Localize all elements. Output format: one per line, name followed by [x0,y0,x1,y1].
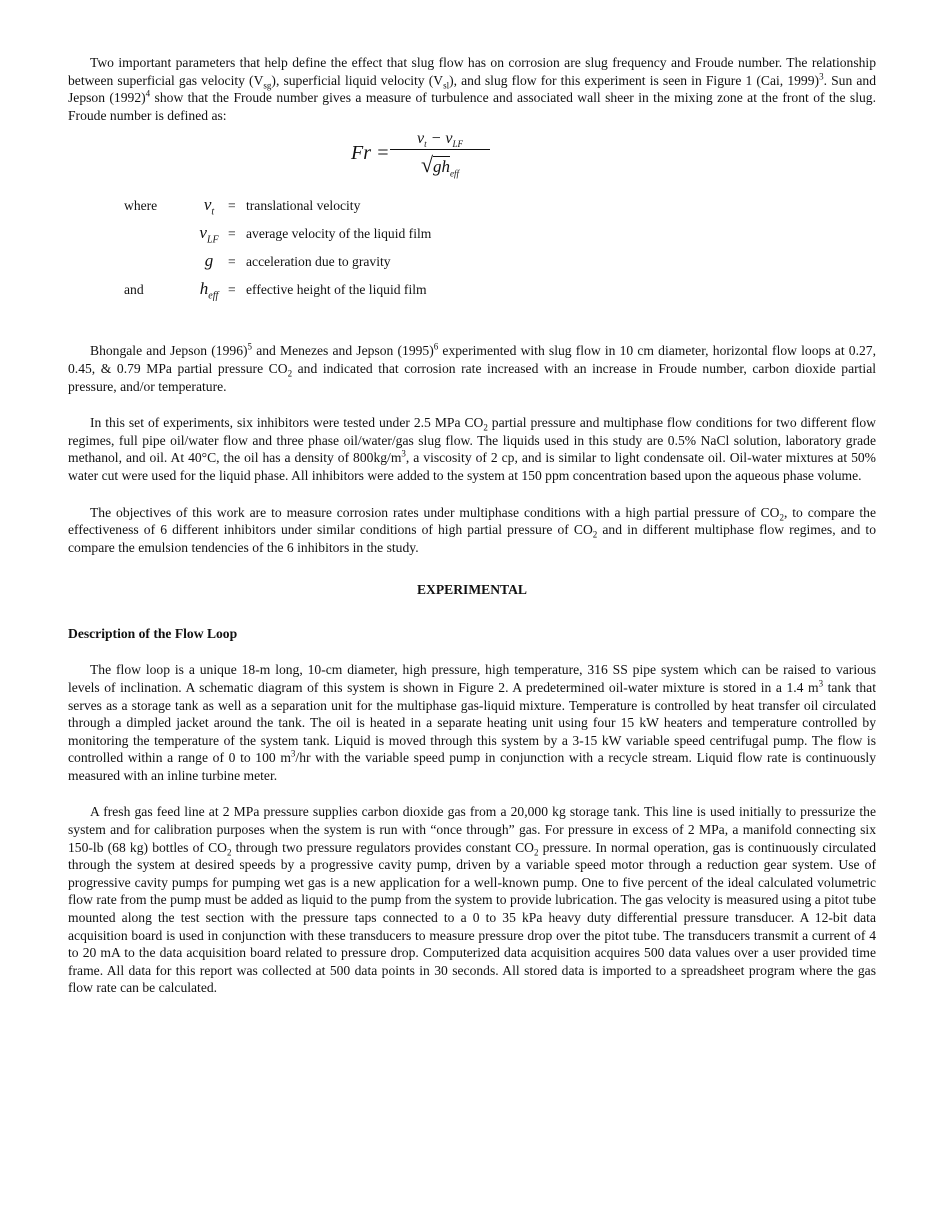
section-heading-experimental: EXPERIMENTAL [416,582,528,598]
paragraph-experiment-set: In this set of experiments, six inhibitors were tested under 2.5 MPa $CO_2$ partial pressure and multiphase flow conditions for two different flow regimes, full pipe oil/water flow and three phase oil/water/gas slug flow. The liquids used in this study are 0.5% NaCl solution, laboratory grade methanol, and oil. At 40°C, the oil has a density of $800kg/m^3$, a viscosity of 2 cp, and is similar to light condensate oil. Oil-water mixtures at 50% water cut were used for the liquid phase. All inhibitors were added to the system at 150 ppm concentration based upon the aqueous phase volume. [68,415,876,483]
subsection-heading-flow-loop: Description of the Flow Loop [68,626,238,642]
definition-row: g = acceleration due to gravity [68,252,876,274]
paragraph-objectives: The objectives of this work are to measure corrosion rates under multiphase conditions with a high partial pressure of $CO_2$, to compare the effectiveness of 6 different inhibitors under similar conditions of high partial pressure of $CO_2$ and in different multiphase flow regimes, and to compare the emulsion tendencies of the 6 inhibitors in the study. [68,504,876,555]
variable-symbol: $v_t$ [203,195,215,218]
paragraph-gas-feed: A fresh gas feed line at 2 MPa pressure supplies carbon dioxide gas from a 20,000 kg storage tank. This line is used initially to pressurize the system and for calibration purposes when the system is run with “once through” gas. For pressure in excess of 2 MPa, a manifold connecting six 150-lb (68 kg) bottles of $CO_2$ through two pressure regulators provides constant $CO_2$ pressure. In normal operation, gas is continuously circulated through the system at desired speeds by a progressive cavity pump, driven by a variable speed motor through a reduction gear system. Use of progressive cavity pumps for pumping wet gas is a new application for a well-known pump. One to five percent of the ideal calculated volumetric flow rate from the pump must be added as liquid to the pump from the system to provide lubrication. The gas velocity is measured using a pitot tube mounted along the test section with the pressure taps connected to a 0 to 35 kPa heavy duty differential pressure transducer. A 12-bit data acquisition board is used in conjunction with these transducers to measure pressure drop over the pitot tube. The transducers transmit a current of 4 to 20 mA to the data acquisition board related to pressure drop. Computerized data acquisition acquires 500 data values over a user provided time frame. All data for this report was collected at 500 data points in 30 seconds. All stored data is imported to a spreadsheet program where the gas flow rate can be calculated. [68,804,876,996]
document-page [68,54,876,997]
variable-definitions [68,196,876,306]
variable-symbol: g [204,251,214,271]
equation-lhs: Fr = [351,142,390,165]
equation-numerator: $v_t - v_{LF}$ [416,130,464,150]
definition-row: and $h_{eff}$ = effective height of the liquid film [124,279,427,302]
fraction-bar [390,149,490,150]
definition-row: $v_{LF}$ = average velocity of the liquid film [68,224,876,246]
variable-symbol: $v_{LF}$ [199,223,219,246]
paragraph-prior-work: Bhongale and Jepson $(1996)^5$ and Menezes and Jepson $(1995)^6$ experimented with slug flow in 10 cm diameter, horizontal flow loops at 0.27, 0.45, & 0.79 MPa partial pressure $CO_2$ and indicated that corrosion rate increased with an increase in Froude number, carbon dioxide partial pressure, and/or temperature. [68,341,876,394]
variable-symbol: $h_{eff}$ [199,279,219,302]
equation-denominator: $√gh_{eff}$ [420,152,460,179]
paragraph-flow-loop: The flow loop is a unique 18-m long, 10-cm diameter, high pressure, high temperature, 316 SS pipe system which can be raised to various levels of inclination. A schematic diagram of this system is shown in Figure 2. A predetermined oil-water mixture is stored in a 1.4 $m^3$ tank that serves as a storage tank as well as a separation unit for the multiphase gas-liquid mixture. Temperature is controlled by heat transfer oil circulated through a dimpled jacket around the tank. The oil is heated in a separate heating unit using four 15 kW heaters and temperature controlled by monitoring the temperature of the system tank. Liquid is moved through this system by a 3-15 kW variable speed centrifugal pump. The flow is controlled within a range of 0 to 100 $m^3/hr$ with the variable speed pump in conjunction with a recycle stream. Liquid flow rate is continuously measured with an inline turbine meter. [68,662,876,783]
equation-fraction [390,130,490,178]
paragraph-froude-intro: Two important parameters that help define the effect that slug flow has on corrosion are slug frequency and Froude number. The relationship between superficial gas velocity $(V_{sg})$, superficial liquid velocity $(V_{sl})$, and slug flow for this experiment is seen in Figure 1 (Cai, 1999)$^3$. Sun and Jepson $(1992)^4$ show that the Froude number gives a measure of turbulence and associated wall sheer in the mixing zone at the front of the slug. Froude number is defined as: [68,55,876,123]
definition-row: where $v_t$ = translational velocity [124,195,361,218]
froude-equation [68,130,876,192]
